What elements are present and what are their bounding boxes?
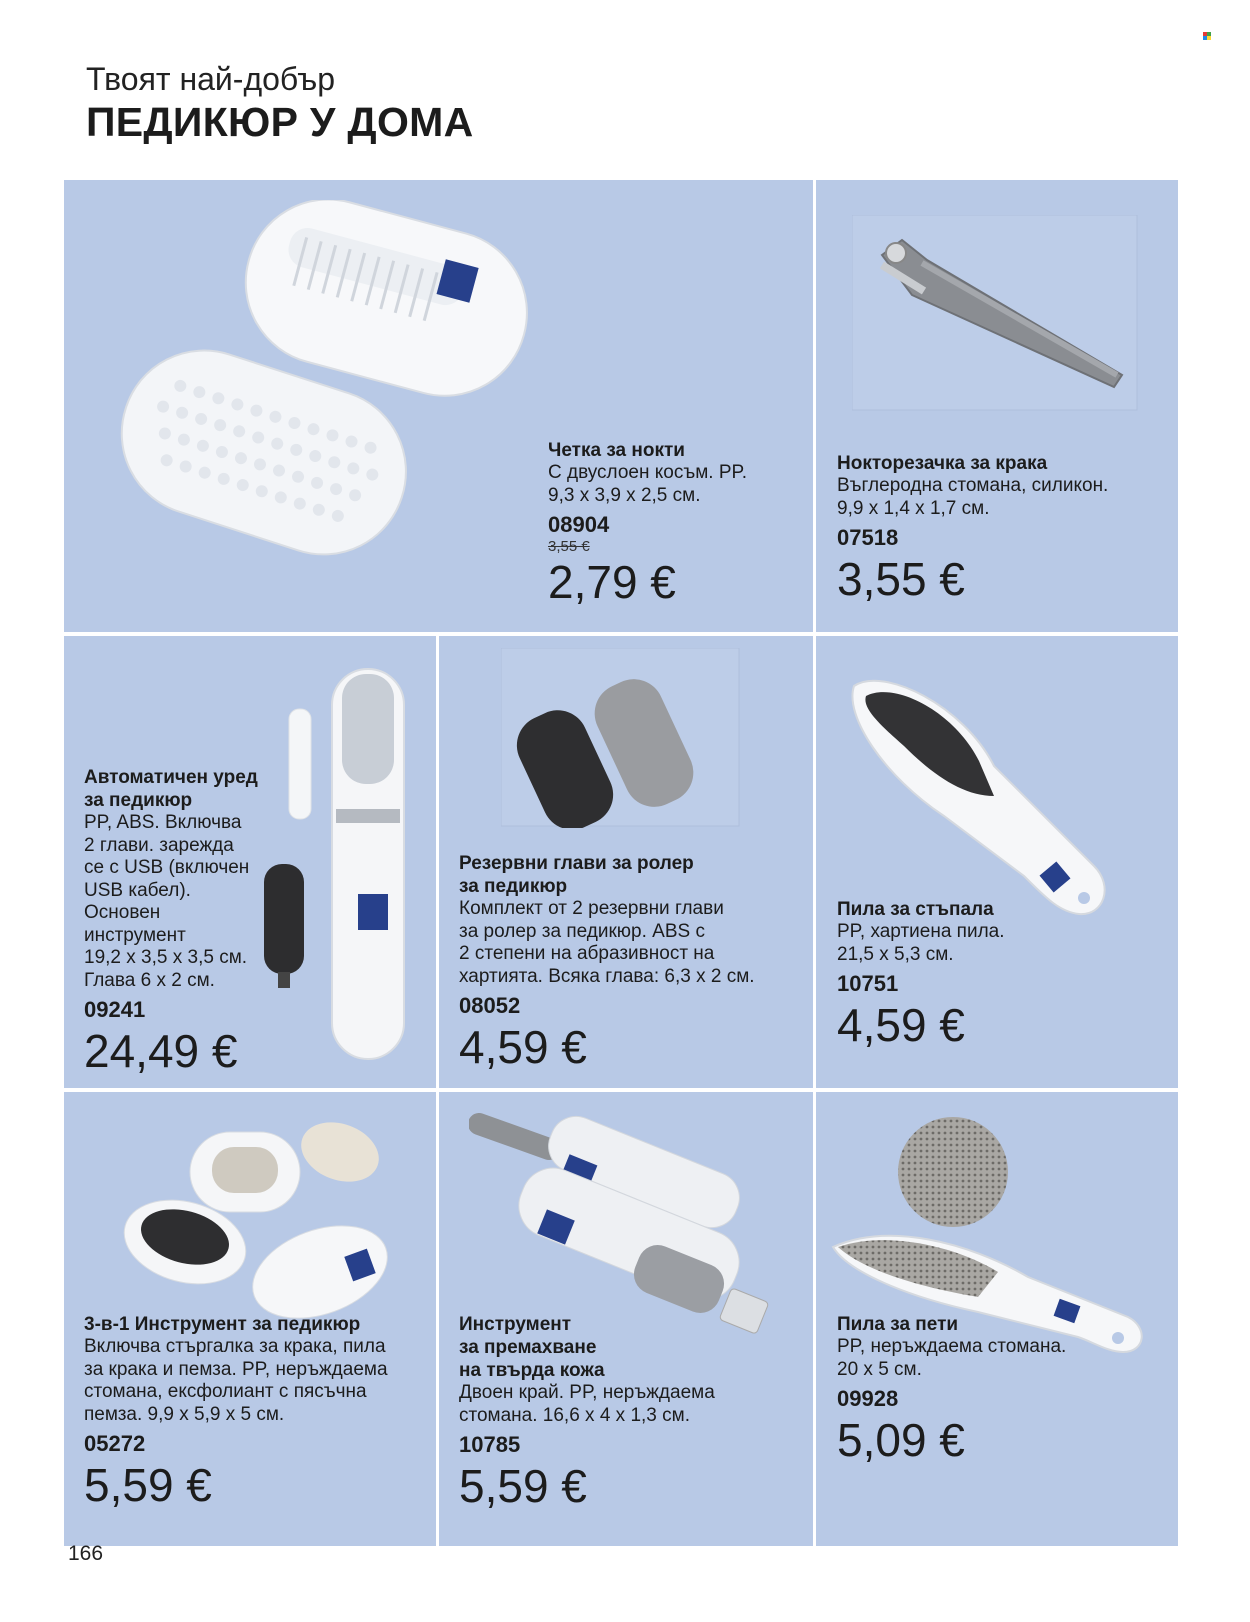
product-card-foot-file[interactable] — [816, 636, 1178, 1088]
product-code: 08052 — [459, 993, 521, 1018]
product-card-roller-heads[interactable] — [439, 636, 813, 1088]
product-code: 09928 — [837, 1386, 899, 1411]
corner-color-mark — [1203, 32, 1211, 40]
product-name: Инструмент за премахване на твърда кожа — [459, 1314, 605, 1381]
product-price: 2,79 € — [548, 556, 676, 608]
page-number: 166 — [68, 1542, 104, 1565]
page-header — [86, 60, 474, 146]
product-description: PP, хартиена пила. 21,5 x 5,3 см. — [837, 921, 1005, 965]
product-info — [459, 1313, 799, 1511]
product-grid — [64, 180, 1178, 1546]
page-title: ПЕДИКЮР У ДОМА — [86, 99, 474, 145]
product-code: 10785 — [459, 1432, 521, 1457]
product-price: 5,09 € — [837, 1414, 965, 1466]
product-card-electric-foot-file[interactable] — [64, 636, 436, 1088]
product-price: 5,59 € — [459, 1460, 587, 1512]
product-info — [459, 852, 799, 1072]
product-info — [837, 898, 1177, 1050]
product-name: Автоматичен уред за педикюр — [84, 767, 258, 811]
roller-heads-icon — [501, 648, 741, 828]
product-card-callus-remover[interactable] — [439, 1092, 813, 1546]
product-code: 09241 — [84, 997, 146, 1022]
product-description: PP, ABS. Включва 2 глави. зарежда се с USB (включен USB кабел). Основен инструмент 19,2 x 3,5 x 3,5 см. Глава 6 x 2 см. — [84, 812, 250, 991]
product-name: Нокторезачка за крака — [837, 453, 1048, 474]
product-name: Пила за стъпала — [837, 899, 994, 920]
product-price: 24,49 € — [84, 1025, 238, 1077]
product-name: Четка за нокти — [548, 440, 685, 461]
product-code: 05272 — [84, 1431, 146, 1456]
product-card-heel-file[interactable] — [816, 1092, 1178, 1546]
product-code: 07518 — [837, 525, 899, 550]
product-info — [84, 1313, 429, 1510]
product-description: Включва стъргалка за крака, пила за крака и пемза. PP, неръждаема стомана, ексфолиант с пясъчна пемза. 9,9 x 5,9 x 5 см. — [84, 1336, 388, 1425]
product-info — [837, 452, 1177, 604]
product-old-price: 3,55 € — [548, 538, 590, 555]
nail-clipper-icon — [852, 215, 1142, 415]
product-card-pedicure-3in1[interactable] — [64, 1092, 436, 1546]
product-name: 3-в-1 Инструмент за педикюр — [84, 1314, 361, 1335]
product-description: С двуслоен косъм. PP. 9,3 x 3,9 x 2,5 см. — [548, 462, 748, 506]
page-subtitle: Твоят най-добър — [86, 61, 335, 97]
product-price: 3,55 € — [837, 553, 965, 605]
pedicure-3in1-icon — [120, 1112, 400, 1332]
product-info — [837, 1313, 1177, 1465]
product-price: 4,59 € — [837, 999, 965, 1051]
product-price: 5,59 € — [84, 1459, 212, 1511]
product-info — [84, 766, 284, 1076]
nail-brush-icon — [104, 200, 534, 590]
product-info — [548, 439, 813, 607]
product-description: PP, неръждаема стомана. 20 x 5 см. — [837, 1336, 1067, 1380]
product-description: Комплект от 2 резервни глави за ролер за педикюр. ABS с 2 степени на абразивност на хартията. Всяка глава: 6,3 x 2 см. — [459, 898, 755, 987]
product-name: Резервни глави за ролер за педикюр — [459, 853, 694, 897]
product-description: Двоен край. PP, неръждаема стомана. 16,6 x 4 x 1,3 см. — [459, 1382, 715, 1426]
product-name: Пила за пети — [837, 1314, 959, 1335]
callus-remover-icon — [469, 1104, 789, 1334]
product-card-nail-clipper[interactable] — [816, 180, 1178, 632]
product-card-nail-brush[interactable] — [64, 180, 813, 632]
product-description: Въглеродна стомана, силикон. 9,9 x 1,4 x 1,7 см. — [837, 475, 1109, 519]
product-code: 08904 — [548, 512, 610, 537]
product-price: 4,59 € — [459, 1021, 587, 1073]
product-code: 10751 — [837, 971, 899, 996]
